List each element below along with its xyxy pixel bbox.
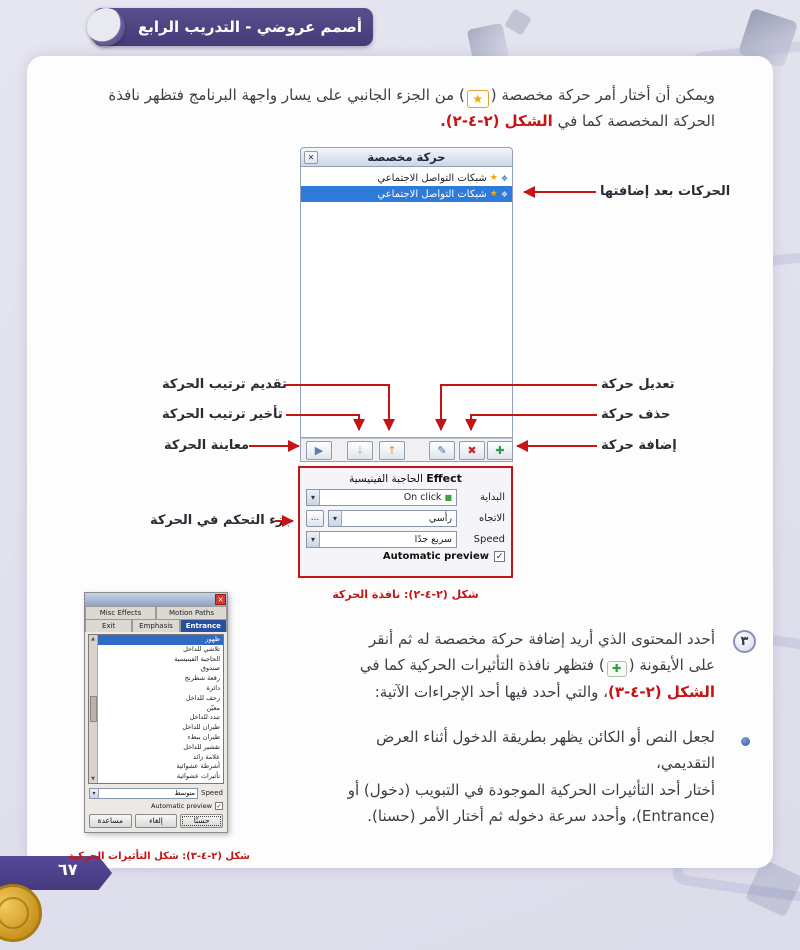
speed-label: Speed [473, 533, 505, 545]
cancel-button[interactable]: إلغاء [135, 814, 178, 828]
automatic-preview-label: Automatic preview [150, 802, 212, 810]
effect-list-item[interactable]: ظهور [98, 635, 223, 645]
callout-advance-order: تقديم ترتيب الحركة [162, 377, 288, 392]
effects-listbox [88, 634, 224, 784]
speed-value: سريع جدًا [414, 533, 452, 545]
intro-paragraph [85, 82, 715, 135]
start-dropdown[interactable] [306, 489, 457, 506]
effect-list-item[interactable]: تبدد للداخل [189, 713, 220, 722]
effect-shape-icon: ❖ [500, 189, 508, 199]
effect-list-item[interactable]: معيّن [206, 703, 220, 712]
bullet-paragraph: لجعل النص أو الكائن يظهر بطريقة الدخول أثناء العرض التقديمي، أختار أحد التأثيرات الحركية الموجودة في التبويب (دخول) أو (Entrance)، وأحدد سرعة دخوله ثم أختار الأمر (حسنا). [347, 728, 715, 825]
effect-list-item[interactable]: تلاشي للداخل [183, 644, 220, 653]
edit-animation-button[interactable] [429, 441, 455, 460]
speed-dropdown[interactable] [89, 788, 198, 799]
callout-control-pane: جزء التحكم في الحركة [150, 513, 294, 528]
direction-label: الاتجاه [478, 512, 505, 524]
callout-delay-order: تأخير ترتيب الحركة [162, 407, 283, 422]
step-number-badge: ٣ [733, 630, 756, 653]
tab-emphasis[interactable]: Emphasis [132, 619, 179, 632]
help-button[interactable]: مساعدة [89, 814, 132, 828]
speed-value: متوسط [174, 789, 196, 797]
ok-button[interactable]: حسنًا [180, 814, 223, 828]
plus-icon: ✚ [495, 444, 505, 457]
scrollbar-thumb[interactable] [90, 696, 97, 722]
effect-shape-icon: ❖ [500, 173, 508, 183]
start-label: البداية [479, 491, 505, 503]
animation-list [300, 167, 513, 438]
callout-remove: حذف حركة [601, 407, 671, 422]
page-header-banner [93, 8, 373, 46]
effect-list-item[interactable]: زحف للداخل [185, 693, 220, 702]
page-number: ٦٧ [58, 860, 78, 879]
decor-square [504, 8, 531, 35]
animation-list-item-selected[interactable] [301, 186, 512, 202]
ministry-seal-logo [0, 884, 42, 942]
effect-list-item[interactable]: طيران للداخل [182, 723, 220, 732]
speed-label: Speed [201, 789, 223, 797]
custom-animation-dialog [300, 147, 513, 462]
delete-animation-button[interactable] [459, 441, 485, 460]
effect-list-item[interactable]: تأثيرات عشوائية [176, 772, 220, 781]
arrow-up-icon: ↑ [387, 444, 397, 457]
callout-add: إضافة حركة [601, 438, 677, 453]
effect-list-item[interactable]: علامة زائد [193, 752, 220, 761]
figure-ref-2-4-3: الشكل (٢-٤-٣) [607, 682, 715, 701]
tab-entrance[interactable]: Entrance [180, 619, 227, 632]
animation-list-item[interactable] [301, 170, 512, 186]
star-icon: ★ [489, 173, 498, 183]
tab-exit[interactable]: Exit [85, 619, 132, 632]
bullet-icon [741, 737, 750, 746]
effect-list-item[interactable]: رقعة شطرنج [184, 674, 220, 683]
effect-list-item[interactable]: طيران ببطء [187, 732, 220, 741]
effect-list-item[interactable]: تقشير للداخل [183, 742, 220, 751]
scroll-up-icon[interactable]: ▲ [91, 636, 95, 642]
play-icon: ▶ [314, 444, 324, 457]
dialog-title: حركة مخصصة [367, 150, 446, 164]
effect-options-button[interactable] [306, 510, 324, 527]
entrance-effects-dialog [84, 592, 228, 833]
effect-header-ar: الحاجبة الفينيسية [349, 473, 423, 485]
star-icon: ★ [489, 189, 498, 199]
close-icon[interactable]: ✕ [304, 151, 318, 164]
page-title: أصمم عروضي - التدريب الرابع [138, 18, 362, 36]
start-value: On click [403, 491, 442, 503]
figure-caption-2-4-3: شكل (٢-٤-٣): شكل التأثيرات الحركية [68, 851, 250, 862]
scroll-down-icon[interactable]: ▼ [91, 776, 95, 782]
effect-control-panel [298, 466, 513, 578]
callout-edit: تعديل حركة [601, 377, 675, 392]
automatic-preview-checkbox[interactable]: ✓ [216, 803, 222, 810]
chevron-down-icon[interactable]: ▾ [307, 490, 320, 505]
arrow-down-icon: ↓ [355, 444, 365, 457]
intro-line2: الحركة المخصصة كما في [552, 112, 715, 131]
automatic-preview-checkbox[interactable]: ✓ [495, 552, 504, 562]
custom-animation-star-icon: ★ [467, 90, 489, 108]
move-animation-down-button[interactable] [347, 441, 373, 460]
effect-header [306, 472, 505, 485]
tab-motion-paths[interactable]: Motion Paths [156, 606, 227, 619]
effect-header-en: Effect [426, 472, 462, 485]
speed-dropdown[interactable] [306, 531, 457, 548]
callout-animations-added: الحركات بعد إضافتها [600, 184, 731, 199]
intro-text-after: ) من الجزء الجانبي على يسار واجهة البرنامج فتظهر نافذة [108, 86, 465, 104]
effect-list-item[interactable]: أشرطة عشوائية [176, 762, 220, 771]
effect-list-item[interactable]: دائرة [206, 683, 220, 692]
callout-preview: معاينة الحركة [164, 438, 250, 453]
figure-ref-2-4-2: الشكل (٢-٤-٢). [440, 112, 553, 131]
effect-list-item[interactable]: الحاجبة الفينيسية [174, 654, 220, 663]
add-animation-button[interactable] [487, 441, 513, 460]
animation-item-label: شبكات التواصل الاجتماعي [377, 188, 487, 200]
add-animation-icon: ✚ [607, 661, 627, 677]
move-animation-up-button[interactable] [379, 441, 405, 460]
tab-misc-effects[interactable]: Misc Effects [85, 606, 156, 619]
delete-x-icon: ✖ [467, 444, 477, 457]
green-square-icon: ■ [444, 492, 452, 502]
animation-item-label: شبكات التواصل الاجتماعي [377, 172, 487, 184]
ellipsis-icon: ... [310, 512, 320, 523]
intro-text-before: ويمكن أن أختار أمر حركة مخصصة ( [490, 86, 715, 104]
dialog-titlebar[interactable] [85, 593, 227, 606]
seal-inner-ring [0, 897, 29, 929]
figure-caption-2-4-2: شكل (٢-٤-٢): نافذة الحركة [332, 588, 479, 601]
step3-paragraph: أحدد المحتوى الذي أريد إضافة حركة مخصصة له ثم أنقر على الأيقونة (✚) فتظهر نافذة التأثيرات الحركية كما في الشكل (٢-٤-٣)، والتي أحدد فيها أحد الإجراءات الآتية: [359, 630, 715, 701]
automatic-preview-label: Automatic preview [382, 551, 489, 562]
scrollbar[interactable] [89, 635, 98, 783]
dialog-titlebar[interactable] [300, 147, 513, 167]
effect-list-item[interactable]: صندوق [200, 664, 220, 673]
chevron-down-icon[interactable]: ▾ [90, 789, 99, 798]
banner-swoosh-icon [87, 8, 125, 46]
pencil-icon: ✎ [437, 444, 447, 457]
direction-value: رأسي [428, 512, 452, 524]
chevron-down-icon[interactable]: ▾ [307, 532, 320, 547]
preview-animation-button[interactable] [306, 441, 332, 460]
direction-dropdown[interactable] [328, 510, 457, 527]
close-icon[interactable]: ✕ [215, 594, 226, 605]
dialog-button-row [300, 438, 513, 462]
chevron-down-icon[interactable]: ▾ [329, 511, 342, 526]
